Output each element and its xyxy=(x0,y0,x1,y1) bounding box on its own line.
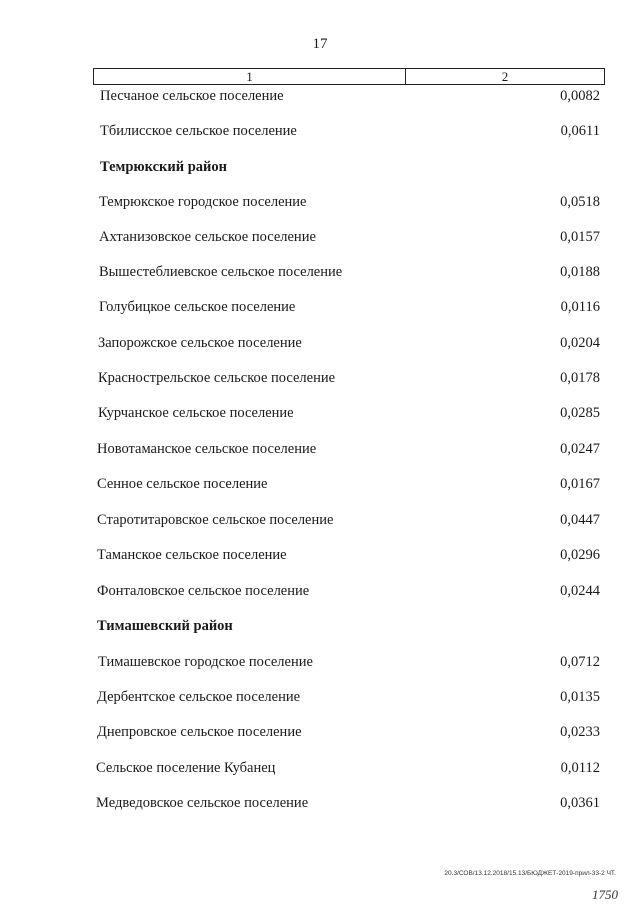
column-1-header: 1 xyxy=(94,69,406,84)
table-row xyxy=(0,758,640,778)
settlement-name: Песчаное сельское поселение xyxy=(100,88,284,104)
district-heading xyxy=(0,616,640,636)
sheet-number: 1750 xyxy=(592,887,618,902)
column-2-header: 2 xyxy=(501,69,509,84)
table-row xyxy=(0,510,640,530)
table-row xyxy=(0,687,640,707)
settlement-value: 0,0157 xyxy=(560,229,600,245)
table-row xyxy=(0,227,640,247)
settlement-name: Вышестеблиевское сельское поселение xyxy=(99,264,343,280)
table-row xyxy=(0,333,640,353)
settlement-value: 0,0285 xyxy=(560,405,600,421)
settlement-value: 0,0178 xyxy=(560,370,600,386)
table-row xyxy=(0,297,640,317)
settlement-name: Тбилисское сельское поселение xyxy=(100,123,297,139)
settlement-name: Старотитаровское сельское поселение xyxy=(97,512,334,528)
settlement-value: 0,0233 xyxy=(560,724,600,740)
table-row xyxy=(0,86,640,106)
district-name: Тимашевский район xyxy=(97,618,233,634)
settlement-name: Краснострельское сельское поселение xyxy=(98,370,336,386)
table-row xyxy=(0,545,640,565)
settlement-value: 0,0112 xyxy=(560,760,600,776)
settlement-value: 0,0116 xyxy=(560,299,600,315)
settlement-value: 0,0296 xyxy=(560,547,600,563)
document-code: 20.3/СОВ/13.12.2018/15.13/БЮДЖЕТ-2019-прил-33-2 ЧТ. xyxy=(444,870,616,877)
table-row xyxy=(0,368,640,388)
settlement-name: Сенное сельское поселение xyxy=(97,476,268,492)
table-column-header xyxy=(93,68,605,85)
settlement-name: Запорожское сельское поселение xyxy=(98,335,302,351)
settlement-name: Новотаманское сельское поселение xyxy=(97,441,317,457)
settlement-value: 0,0244 xyxy=(560,583,600,599)
table-row xyxy=(0,262,640,282)
settlement-name: Курчанское сельское поселение xyxy=(98,405,294,421)
settlement-name: Фонталовское сельское поселение xyxy=(97,583,310,599)
settlement-name: Таманское сельское поселение xyxy=(97,547,287,563)
settlement-value: 0,0167 xyxy=(560,476,600,492)
settlement-value: 0,0204 xyxy=(560,335,600,351)
district-name: Темрюкский район xyxy=(100,159,227,175)
table-row xyxy=(0,652,640,672)
table-row xyxy=(0,474,640,494)
table-row xyxy=(0,121,640,141)
settlement-name: Темрюкское городское поселение xyxy=(99,194,307,210)
table-row xyxy=(0,192,640,212)
settlement-value: 0,0361 xyxy=(560,795,600,811)
settlement-name: Сельское поселение Кубанец xyxy=(96,760,276,776)
settlement-name: Медведовское сельское поселение xyxy=(96,795,309,811)
district-heading xyxy=(0,157,640,177)
settlement-value: 0,0611 xyxy=(560,123,600,139)
table-row xyxy=(0,793,640,813)
settlement-value: 0,0447 xyxy=(560,512,600,528)
table-row xyxy=(0,722,640,742)
settlement-name: Дербентское сельское поселение xyxy=(97,689,301,705)
settlement-value: 0,0712 xyxy=(560,654,600,670)
settlement-value: 0,0247 xyxy=(560,441,600,457)
settlement-name: Голубицкое сельское поселение xyxy=(99,299,296,315)
settlement-name: Тимашевское городское поселение xyxy=(98,654,313,670)
settlement-name: Днепровское сельское поселение xyxy=(97,724,302,740)
settlement-value: 0,0082 xyxy=(560,88,600,104)
settlement-value: 0,0135 xyxy=(560,689,600,705)
table-row xyxy=(0,581,640,601)
table-row xyxy=(0,403,640,423)
settlement-name: Ахтанизовское сельское поселение xyxy=(99,229,316,245)
page-number: 17 xyxy=(312,36,328,52)
table-row xyxy=(0,439,640,459)
settlement-value: 0,0518 xyxy=(560,194,600,210)
settlement-value: 0,0188 xyxy=(560,264,600,280)
